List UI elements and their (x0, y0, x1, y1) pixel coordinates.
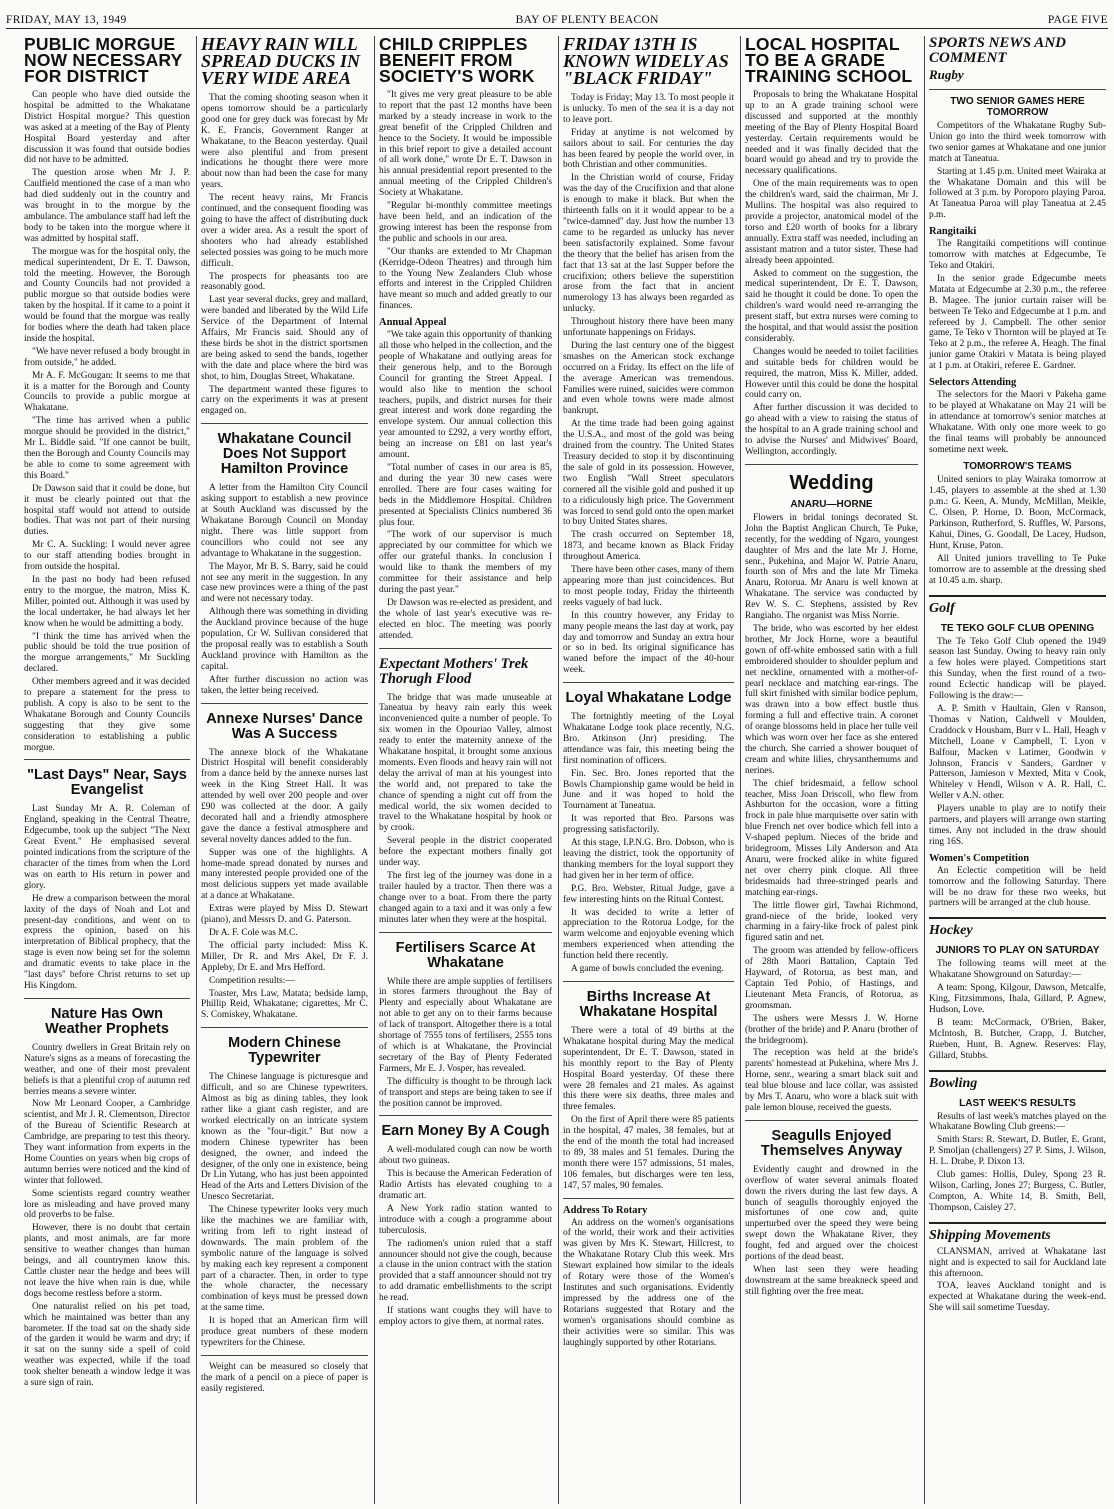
article-paragraph: Can people who have died outside the hospital be admitted to the Whakatane District Hospital morgue? This question was asked at a meeting of the Bay of Plenty Hospital Board yesterday and after discussion it was found that outside bodies did not have to be admitted. (24, 90, 190, 166)
filler-paragraph: Weight can be measured so closely that the mark of a pencil on a piece of paper is easily registered. (201, 1361, 368, 1394)
article-paragraph: One naturalist relied on his pet toad, which he maintained was better than any barometer. If the toad sat on the shady side of the garden it would be warm and dry; if it sat on the sunny side a spell of cold weather was expected, while if the toad took shelter beneath a window ledge it was a sure sign of rain. (24, 1301, 190, 1389)
divider (201, 423, 368, 424)
article-paragraph: It is hoped that an American firm will produce great numbers of these modern typewriters for the Chinese. (201, 1316, 368, 1348)
subheading-annual-appeal: Annual Appeal (379, 317, 447, 329)
headline-te-teko-golf: TE TEKO GOLF CLUB OPENING (940, 622, 1095, 634)
article-paragraph: The Chinese typewriter looks very much like the machines we are familiar with, writing from left to right instead of downwards. The main problem of the symbolic nature of the language is solved by making each key represent a component part of a character. Then, in order to type the whole character, the necessary combination of keys must be pressed down at the same time. (201, 1205, 368, 1314)
article-paragraph: However, there is no doubt that certain plants, and most animals, are far more sensitive to weather changes than human beings, and all countrymen know this. Cattle cluster near the hedge and bees will not leave the hive when rain is due, while dogs become restless before a storm. (24, 1223, 190, 1299)
section-golf: Golf (929, 595, 1106, 617)
headline-nurses-dance: Annexe Nurses' Dance Was A Success (206, 710, 363, 742)
article-paragraph: "Regular bi-monthly committee meetings have been held, and an indication of the growing interest has been the response from the public and schools in our area. (379, 201, 552, 244)
article-paragraph: Competition results:— (209, 975, 295, 986)
subheading-selectors: Selectors Attending (929, 377, 1017, 389)
article-paragraph: A New York radio station wanted to introduce with a cough a programme about tuberculosis. (379, 1203, 552, 1236)
article-paragraph: Country dwellers in Great Britain rely on Nature's signs as a means of forecasting the weather, and one of their most prevalent beliefs is that a plentiful crop of autumn red berries means a severe winter. (24, 1042, 190, 1097)
article-paragraph: An Eclectic competition will be held tomorrow and the following Saturday. There will be no draw for these two weeks, but partners will be arranged at the club house. (929, 865, 1106, 909)
headline-fertilisers: Fertilisers Scarce At Whakatane (395, 939, 536, 971)
section-hockey: Hockey (929, 917, 1106, 939)
article-paragraph: Fin. Sec. Bro. Jones reported that the Bowls Championship game would be held in June and it was hoped to hold the Tournament at Taneatua. (563, 768, 734, 812)
article-paragraph: This is because the American Federation of Radio Artists has elevated coughing to a dramatic art. (379, 1169, 552, 1202)
article-paragraph: "Total number of cases in our area is 85, and during the year 30 new cases were enrolled. There are four cases waiting for beds in the Middlemore Hospital. Children presented at Specialists Clinics numbered 36 plus four. (379, 463, 552, 528)
article-paragraph: Extras were played by Miss D. Stewart (piano), and Messrs D. and G. Paterson. (201, 904, 368, 926)
article-paragraph: It was reported that Bro. Parsons was progressing satisfactorily. (563, 814, 734, 836)
headline-child-cripples: CHILD CRIPPLES BENEFIT FROM SOCIETY'S WORK (379, 36, 535, 86)
article-paragraph: The bride, who was escorted by her eldest brother, Mr Jock Horne, wore a beautiful gown of off-white embossed satin with a full embroidered shoulder to shoulder peplum and net neckline, ornamented with a mother-of-pearl necklace and matching ear-rings. The full skirt finished with similar bodice peplum, was drawn into a bow effect bustle thus forming a full and effective train. A coronet of orange blossoms held in place her tulle veil which was worn over her face as she entered the church. She carried a shower bouquet of cream and white lilies, chrysanthemums and nerines. (745, 623, 918, 776)
subheading-anaru-horne: ANARU—HORNE (790, 498, 873, 510)
article-paragraph: There have been other cases, many of them appearing more than just coincidences. But to most people today, Friday the thirteenth reeks vaguely of bad luck. (563, 565, 734, 608)
column-4 (558, 36, 738, 1504)
section-shipping: Shipping Movements (929, 1222, 1106, 1244)
article-paragraph: The prospects for pheasants too are reasonably good. (201, 271, 368, 293)
headline-hamilton-province: Whakatane Council Does Not Support Hamilton Province (217, 431, 352, 478)
article-paragraph: After further discussion no action was taken, the letter being received. (201, 674, 368, 696)
article-paragraph: Several people in the district cooperated before the expectant mothers finally got under way. (379, 836, 552, 869)
article-paragraph: "I think the time has arrived when the public should be told the true position of the morgue arrangements," Mr Suckling declared. (24, 631, 190, 675)
headline-public-morgue: PUBLIC MORGUE NOW NECESSARY FOR DISTRICT (24, 36, 183, 86)
divider (745, 464, 918, 465)
article-paragraph: Now Mr Leonard Cooper, a Cambridge scientist, and Mr J. R. Clementson, Director of the Bureau of Scientific Research at Cambridge, are preparing to test this theory. They want information from experts in the Home Counties on years when big crops of autumn berries were noticed and the kind of winter that followed. (24, 1099, 190, 1186)
headline-two-senior-games: TWO SENIOR GAMES HERE TOMORROW (950, 96, 1085, 118)
masthead-date: FRIDAY, MAY 13, 1949 (6, 14, 127, 26)
column-3 (374, 36, 556, 1504)
article-paragraph: "It gives me very great pleasure to be able to report that the past 12 months have been marked by a steady increase in work to the great benefit of the Crippled Children and hence to the Society. It would be impossible in this brief report to give a detailed account of all work done," wrote Dr E. T. Dawson in his annual presidential report presented to the annual meeting of the Crippled Children's Society at Whakatane. (379, 90, 552, 199)
subheading-womens-competition: Women's Competition (929, 852, 1030, 864)
article-paragraph: The crash occurred on September 18, 1873, and became known as Black Friday throughout America. (563, 530, 734, 563)
article-paragraph: P.G. Bro. Webster, Ritual Judge, gave a few interesting hints on the Ritual Contest. (563, 883, 734, 905)
headline-births-increase: Births Increase At Whakatane Hospital (579, 988, 718, 1020)
article-paragraph: Friday at anytime is not welcomed by sailors about to sail. For centuries the day has been feared by people the world over, in both Christian and other communities. (563, 127, 734, 171)
article-paragraph: Competitors of the Whakatane Rugby Sub-Union go into the third week tomorrow with two senior games at Whakatane and one junior match at Taneatua. (929, 121, 1106, 164)
divider (201, 703, 368, 704)
subheading-address-to-rotary: Address To Rotary (563, 1204, 648, 1216)
article-paragraph: The following teams will meet at the Whakatane Showground on Saturday:— (929, 959, 1106, 981)
article-paragraph: Flowers in bridal tonings decorated St. John the Baptist Anglican Church, Te Puke, recently, for the wedding of Ngaro, youngest daughter of Mrs and the late Mr J. Horne, senr., Pukehina, and Major W. Patrie Anaru, fourth son of Mrs and the late Mr Timeka Anaru, Rotorua. Mr Anaru is well known at Whakatane. The service was conducted by Rev W. S. C. Stephens, assisted by Rev Rangiaho. The organist was Miss Norrie. (745, 512, 918, 622)
article-paragraph: There were a total of 49 births at the Whakatane hospital during May the medical superintendent, Dr E. T. Dawson, stated in his monthly report to the Bay of Plenty Hospital Board yesterday. Of these there were 28 females and 21 males. As against this there were six deaths, three males and three females. (563, 1025, 734, 1113)
column-6 (924, 36, 1110, 1504)
article-paragraph: The official party included: Miss K. Miller, Dr R. and Mrs Akel, Dr F. J. Appleby, Dr E. and Mrs Hefford. (201, 940, 368, 973)
article-paragraph: The difficulty is thought to be through lack of transport and steps are being taken to see if the position cannot be improved. (379, 1076, 552, 1109)
article-paragraph: Dr Dawson said that it could be done, but it must be clearly pointed out that the hospital staff would not attend to outside bodies. That was not part of their nursing duties. (24, 483, 190, 538)
article-paragraph: That the coming shooting season when it opens tomorrow should be a particularly good one for grey duck was forecast by Mr K. E. Francis, Government Ranger at Whakatane, to the Beacon yesterday. Quail were also plentiful and from present indications he thought there were more about now than had been the case for many years. (201, 93, 368, 191)
divider (24, 998, 190, 999)
headline-seagulls: Seagulls Enjoyed Themselves Anyway (760, 1127, 903, 1159)
article-paragraph: A team: Spong, Kilgour, Dawson, Metcalfe, King, Fitzsimmons, Ihala, Gillard, P. Agnew, Hudson, Love. (929, 983, 1106, 1015)
column-5 (740, 36, 922, 1504)
article-paragraph: The ushers were Messrs J. W. Horne (brother of the bride) and P. Anaru (brother of the bridegroom). (745, 1013, 918, 1046)
article-paragraph: "Our thanks are extended to Mr Chapman (Kerridge-Odeon Theatres) and through him to the Young New Zealanders Club whose efforts and interest in the Crippled Children have meant so much and added greatly to our finances. (379, 246, 552, 312)
article-paragraph: Today is Friday; May 13. To most people it is unlucky. To men of the sea it is a day not to leave port. (563, 93, 734, 125)
headline-local-hospital: LOCAL HOSPITAL TO BE A GRADE TRAINING SCHOOL (745, 36, 913, 86)
headline-heavy-rain-ducks: HEAVY RAIN WILL SPREAD DUCKS IN VERY WIDE AREA (201, 36, 361, 88)
article-paragraph: During the last century one of the biggest smashes on the American stock exchange occurred on a Friday. Its effect on the life of the average American was tremendous. Families were ruined, suicides were common and even whole towns were made almost bankrupt. (563, 340, 734, 417)
column-1 (20, 36, 194, 1504)
section-title-sports: SPORTS NEWS AND COMMENT (929, 36, 1066, 66)
headline-weather-prophets: Nature Has Own Weather Prophets (45, 1005, 169, 1037)
article-paragraph: In the Christian world of course, Friday was the day of the Crucifixion and that alone is enough to make it black. But when the thirteenth falls on it it would appear to be a "twice-damned" day. Just how the number 13 came to be regarded as unlucky has never been satisfactorily explained. Some favour the theory that the belief has arisen from the fact that 13 sat at the last Supper before the crucifixion; others believe the superstition arose from the fact that in ancient numerology 13 has always been regarded as unlucky. (563, 173, 734, 315)
article-paragraph: TOA, leaves Auckland tonight and is expected at Whakatane during the week-end. She will sail sometime Tuesday. (929, 1281, 1106, 1314)
article-paragraph: The Te Teko Golf Club opened the 1949 season last Sunday. Owing to heavy rain only a few holes were played. Competitions start this Sunday, when the first round of a two-round Eclectic handicap will be played. Following is the draw:— (929, 636, 1106, 702)
article-paragraph: In this country however, any Friday to many people means the last day at work, pay day and tomorrow and Sunday an extra hour or so in bed. Its original significance has waned before the impact of the 40-hour week. (563, 610, 734, 676)
headline-loyal-lodge: Loyal Whakatane Lodge (565, 690, 732, 707)
article-paragraph: Last year several ducks, grey and mallard, were banded and liberated by the Wild Life Service of the Department of Internal Affairs, Mr Francis said. Should any of these birds be shot in the district sportsmen are being asked to send the bands, together with the date and place where the bird was shot, to him, Douglas Street, Whakatane. (201, 295, 368, 382)
article-paragraph: The annexe block of the Whakatane District Hospital will benefit considerably from a dance held by the annexe nurses last week in the King Street Hall. It was attended by well over 200 people and over £90 was collected at the door. A gaily decorated hall and a friendly atmosphere gave the dance a festival atmosphere and several novelty dances added to the fun. (201, 747, 368, 845)
article-paragraph: The recent heavy rains, Mr Francis continued, and the consequent flooding was going to have the affect of distributing duck over a wider area. As a result the sport of shooters who had already established selected possies was going to be much more difficult. (201, 193, 368, 269)
article-paragraph: The Chinese language is picturesque and difficult, and so are Chinese typewriters. Almost as big as dining tables, they look rather like a giant cash register, and are worked electrically on an intricate system known as the "four-digit." But now a modern Chinese typewriter has been designed, the owner, and indeed the designer, of the only one in existence, being Dr Lin Yutang, who has just been appointed Head of the Arts and Letters Division of the Unesco Secretariat. (201, 1072, 368, 1203)
divider (563, 682, 734, 683)
article-paragraph: In the senior grade Edgecumbe meets Matata at Edgecumbe at 2.30 p.m., the referee B. Magee. The junior curtain raiser will be between Te Teko and Edgecumbe at 1 p.m. and refereed by J. Campbell. The other senior game, Te Teko v Thornton will be played at Te Teko at 2 p.m., the referee A. Heagh. The final junior game Otakiri v Matata is being played at 1 p.m. at Otakiri, referee E. Gardner. (929, 273, 1106, 372)
article-paragraph: Smith Stars: R. Stewart, D. Butler, E. Grant, P. Smoljan (challengers) 27 P. Sims, J. Wilson, H. L. Drabe, P. Dixon 13. (929, 1135, 1106, 1168)
article-paragraph: The selectors for the Maori v Pakeha game to be played at Whakatane on May 21 will be in attendance at tomorrow's senior matches at Whakatane. With only one more week to go the final teams will probably be announced sometime next week. (929, 390, 1106, 455)
article-paragraph: Toaster, Mrs Law, Matata; bedside lamp, Phillip Reid, Whakatane; cigarettes, Mr C. S. Comiskey, Whakatane. (201, 988, 368, 1021)
article-paragraph: A well-modulated cough can now be worth about two guineas. (379, 1145, 552, 1167)
headline-tomorrows-teams: TOMORROW'S TEAMS (963, 461, 1072, 473)
article-paragraph: The department wanted these figures to carry on the experiments it was at present engaged on. (201, 384, 368, 417)
article-paragraph: Players unable to play are to notify their partners, and players will arrange own starting times. Any not included in the draw should ring 16S. (929, 804, 1106, 847)
divider (24, 759, 190, 760)
article-paragraph: While there are ample supplies of fertilisers in stores farmers throughout the Bay of Plenty and especially about Whakatane are not able to get any on to their farms because of lack of transport. Altogether there is a total shortage of 7555 tons of fertilisers, 2555 tons of which is at Whakatane, the Provincial secretary of the Bay of Plenty Federated Farmers, Mr E. J. Vosper, has revealed. (379, 976, 552, 1074)
article-paragraph: The Mayor, Mr B. S. Barry, said he could not see any merit in the suggestion. In any case new provinces were a thing of the past and were not necessary today. (201, 561, 368, 605)
article-paragraph: He drew a comparison between the moral laxity of the days of Noah and Lot and present-day conditions, and went on to express the opinion, based on his interpretation of Biblical prophecy, that the stage is even now being set for the solemn and dramatic events to take place in the "last days" before Christ returns to set up His Kingdom. (24, 893, 190, 991)
divider (201, 1355, 368, 1356)
article-paragraph: One of the main requirements was to open the children's ward, said the chairman, Mr J. Mullins. The hospital was also required to provide a projector, anatomical model of the torso and £20 worth of books for a library annually. Extra staff was needed, including an assistant matron and a tutor sister. These had already been appointed. (745, 179, 918, 266)
article-paragraph: The question arose when Mr J. P. Caulfield mentioned the case of a man who had died suddenly out in the country and was brought in to the morgue by the ambulance. The ambulance staff had left the body to be taken into the morgue where it was admitted by hospital staff. (24, 168, 190, 244)
column-2 (196, 36, 372, 1504)
article-paragraph: An address on the women's organisations of the world, their work and their activities was given by Mrs K. Stewart, Hillcrest, to the Whakatane Rotary Club this week. Mrs Stewart explained how similar to the ideals of Rotary were those of the Women's Institutes and such organisations. Evidently impressed by the address one of the Rotarians suggested that Rotary and the women's organisations should combine as their activities were so similar. This was laughingly supported by other Rotarians. (563, 1217, 734, 1348)
article-paragraph: "We have never refused a body brought in from outside," he added. (24, 346, 190, 368)
article-paragraph: On the first of April there were 85 patients in the hospital, 47 males, 38 females, but at the end of the month the total had increased to 89, 38 males and 51 females. During the month there were 157 admissions, 51 males, 106 females, but discharges were ten less, 147, 57 males, 90 females. (563, 1115, 734, 1191)
article-paragraph: All United juniors travelling to Te Puke tomorrow are to assemble at the dressing shed at 10.45 a.m. sharp. (929, 553, 1106, 586)
article-paragraph: The little flower girl, Tawhai Richmond, grand-niece of the bride, looked very charming in a fairy-like frock of palest pink figured satin and net. (745, 900, 918, 944)
article-paragraph: "The work of our supervisor is much appreciated by our committee for which we offer our grateful thanks. In conclusion I would like to thank the members of my committee for their assistance and help during the past year." (379, 530, 552, 595)
article-paragraph: Dr Dawson was re-elected as president, and the whole of last year's executive was re-elected en bloc. The meeting was poorly attended. (379, 597, 552, 641)
article-paragraph: The reception was held at the bride's parents' homestead at Pukehina, where Mrs J. Horne, senr., wearing a smart black suit and teal blue blouse and lace collar, was assisted by Mrs T. Anaru, who wore a black suit with pale lemon blouse, received the guests. (745, 1048, 918, 1113)
divider (379, 1115, 552, 1116)
article-paragraph: Supper was one of the highlights. A home-made spread donated by nurses and many interested people provided one of the most delicious suppers yet made available at a dance at Whakatane. (201, 847, 368, 902)
article-paragraph: A. P. Smith v Haultain, Glen v Ranson, Thomas v Nation, Caldwell v Moulden, Craddock v Housham, Burr v L. Hall, Heagh v Mitchell, Loane v Campbell, T. Lyon v Balfour, Macken v Latimer, Goodwin v Johnson, Francis v Sanders, Gardner v Patterson, Jamieson v Mexted, Mita v Cook, Whiteley v Hendl, Wilson v A. R. Hall, C. Weller v A.N. other. (929, 703, 1106, 802)
subheading-rangitaiki: Rangitaiki (929, 226, 977, 238)
article-paragraph: Club games: Hollis, Duley, Spong 23 R. Wilson, Carling, Jones 27; Burgess, C. Butler, Compton, A. White 14, B. Smith, Bell, Thompson, Caisley 27. (929, 1170, 1106, 1213)
masthead-page-number: PAGE FIVE (1047, 14, 1108, 26)
article-paragraph: The morgue was for the hospital only, the medical superintendent, Dr E. T. Dawson, told the meeting. However, the Borough and County Councils had not provided a public morgue so that outside bodies were taken by the hospital. If it came to a point it would be found that the morgue was really for bodies where the death had taken place inside the hospital. (24, 246, 190, 344)
masthead-paper-name: BAY OF PLENTY BEACON (515, 14, 659, 26)
headline-black-friday: FRIDAY 13TH IS KNOWN WIDELY AS "BLACK FRIDAY" (563, 36, 729, 88)
headline-juniors-saturday: JUNIORS TO PLAY ON SATURDAY (935, 945, 1100, 957)
article-paragraph: The bridge that was made unuseable at Taneatua by heavy rain early this week inconvenienced quite a number of people. To six women in the Opouriao Valley, almost ready to enter the maternity annexe of the Whakatane hospital, it brought some anxious moments. Even floods and heavy rain will not delay the arrival of man at his youngest into the world and, not prepared to take the chance of spending a night cut off from the medical world, the six women decided to travel to the Whakatane hospital by hook or by crook. (379, 692, 552, 834)
article-paragraph: The fortnightly meeting of the Loyal Whakatane Lodge took place recently, N.G. Bro. Atkinson (Jnr) presiding. The attendance was fair, this meeting being the first nomination of officers. (563, 712, 734, 766)
divider (379, 932, 552, 933)
section-rugby: Rugby (929, 67, 964, 82)
article-paragraph: When last seen they were heading downstream at the same breakneck speed and still fighting over the free meat. (745, 1265, 918, 1297)
article-paragraph: Throughout history there have been many unfortunate happenings on Fridays. (563, 317, 734, 339)
headline-expectant-mothers: Expectant Mothers' Trek Thorugh Flood (379, 655, 529, 687)
headline-earn-money-cough: Earn Money By A Cough (381, 1123, 550, 1140)
section-bowling: Bowling (929, 1070, 1106, 1092)
article-paragraph: Dr A. F. Cole was M.C. (209, 928, 298, 938)
headline-chinese-typewriter: Modern Chinese Typewriter (228, 1035, 341, 1067)
headline-last-days: "Last Days" Near, Says Evangelist (27, 767, 187, 799)
article-paragraph: If stations want coughs they will have to employ actors to give them, at normal rates. (379, 1306, 552, 1327)
article-paragraph: After further discussion it was decided to go ahead with a view to raising the status of the hospital to an A grade training school and to advise the Nurses' and Midwives' Board, Wellington, accordingly. (745, 403, 918, 457)
article-paragraph: The radiomen's union ruled that a staff announcer should not give the cough, because a clause in the union contract with the station provided that a staff announcer should not try to add dramatic embellishments to the script he read. (379, 1238, 552, 1304)
article-paragraph: "The time has arrived when a public morgue should be provided in the district," Mr L. Biddle said. "If one cannot be built, then the Borough and County Councils may be able to come to some agreement with this Board." (24, 416, 190, 481)
article-paragraph: A game of bowls concluded the evening. (571, 964, 724, 975)
article-paragraph: Asked to comment on the suggestion, the medical superintendent, Dr E. T. Dawson, said he thought it could be done. To open the children's ward would need re-arranging the present staff, but extra nurses were coming to the hospital, and that would assist the position considerably. (745, 268, 918, 344)
article-paragraph: The chief bridesmaid, a fellow school teacher, Miss Joan Driscoll, who flew from Ashburton for the occasion, wore a fitting frock in pale blue marquisette over satin with blue French net over bodice which fell into a V-shaped peplum. Nieces of the bride and bridegroom, Misses Lily Anderson and Ata Anaru, were frocked alike in white figured net over cherry pink cloque. All three bridesmaids had three-stringed pearls and matching ear-rings. (745, 778, 918, 898)
article-paragraph: The Rangitaiki competitions will continue tomorrow with matches at Edgecumbe, Te Teko and Otakiri. (929, 239, 1106, 271)
article-paragraph: Starting at 1.45 p.m. United meet Wairaka at the Whakatane Domain and this will be followed at 3 p.m. by Poroporo playing Paroa. At Taneatua Paroa will play Taneatua at 2.45 p.m. (929, 166, 1106, 221)
divider (379, 648, 552, 649)
article-paragraph: At the time trade had been going against the U.S.A., and most of the gold was being drained from the country. The United States Treasury decided to stop it by discontinuing the sale of gold in its possession. However, two English "Wall Street speculators cornered all the visible gold and pushed it up to a ridiculously high price. The Government was forced to send gold onto the open market to buy United States shares. (563, 419, 734, 528)
article-paragraph: Other members agreed and it was decided to prepare a statement for the press to publish. A copy is also to be sent to the Whakatane Borough and County Councils suggesting that they give some consideration to establishing a public morgue. (24, 677, 190, 753)
article-paragraph: A letter from the Hamilton City Council asking support to establish a new province at South Auckland was discussed by the Whakatane Borough Council on Monday night. There was little support from councillors who could not see any advantage to Whakatane in the suggestion. (201, 483, 368, 559)
divider (745, 1120, 918, 1121)
article-paragraph: Proposals to bring the Whakatane Hospital up to an A grade training school were discussed and supported at the monthly meeting of the Bay of Plenty Hospital Board yesterday. Certain requirements would be needed and it was finally decided that the board would go ahead and try to provide the necessary qualifications. (745, 90, 918, 177)
divider (929, 89, 1106, 90)
article-paragraph: Some scientists regard country weather lore as misleading and have proved many old proverbs to be false. (24, 1188, 190, 1221)
article-paragraph: It was decided to write a letter of appreciation to the Rotorua Lodge, for the warm welcome and enjoyable evening which members experienced when attending the function held there recently. (563, 907, 734, 962)
article-paragraph: The first leg of the journey was done in a trailer hauled by a tractor. Then there was a change over to a boat. From there the party changed again to a taxi and it was only a few minutes later when they were at the hospital. (379, 871, 552, 925)
article-paragraph: Mr A. F. McGougan: It seems to me that it is a matter for the Borough and County Councils to provide a public morgue at Whakatane. (24, 370, 190, 414)
article-paragraph: CLANSMAN, arrived at Whakatane last night and is expected to sail for Auckland late this afternoon. (929, 1246, 1106, 1279)
headline-wedding: Wedding (789, 471, 874, 494)
divider (201, 1027, 368, 1028)
columns (0, 36, 1114, 1506)
article-paragraph: Results of last week's matches played on the Whakatane Bowling Club greens:— (929, 1111, 1106, 1133)
masthead (6, 6, 1108, 29)
article-paragraph: In the past no body had been refused entry to the morgue, the matron, Miss K. Miller, pointed out. Although it was used by the local undertaker, he had always let her know when he would be admitting a body. (24, 574, 190, 629)
article-paragraph: Mr C. A. Suckling: I would never agree to our staff attending bodies brought in from outside the hospital. (24, 540, 190, 573)
article-paragraph: The groom was attended by fellow-officers of 28th Maori Battalion, Captain Ted Hayward, of Rotorua, as best man, and Captain Ted Pohio, of Hastings, and Lieutenant Meta Francis, of Rotorua, as groomsman. (745, 946, 918, 1011)
article-paragraph: Although there was something in dividing the Auckland province because of the huge population, Cr W. Sullivan considered that the proposal really was to establish a South Auckland province with Hamilton as the capital. (201, 607, 368, 672)
article-paragraph: Evidently caught and drowned in the overflow of water several animals floated down the rivers during the last few days. A bunch of seagulls thoroughly enjoyed the misfortunes of one cow and, quite unperturbed over the speed they were being swept down the Whakatane River, they fought, fed and argued over the choicest portions of the dead beast. (745, 1164, 918, 1263)
article-paragraph: "We take again this opportunity of thanking all those who helped in the collection, and the people of Whakatane and outlying areas for their generous help, and to the Borough Council for granting the Street Appeal. I would also like to mention the school teachers, pupils, and district nurses for their great interest and work done regarding the envelope system. Our annual collection this year amounted to £292, a very worthy effort, being an increase on £81 on last year's amount. (379, 330, 552, 461)
article-paragraph: United seniors to play Wairaka tomorrow at 1.45, players to assemble at the shed at 1.30 p.m.: G. Keen, A. Mundy, McMillan, Meikle, C. Olsen, P. Horne, D. Boon, McCormack, Parkinson, Rutherford, S. Ruffles, W. Parsons, Kahui, Dines, G. Goodall, De Lacey, Hudson, Hunt, Kruse, Paton. (929, 475, 1106, 551)
article-paragraph: At this stage, I.P.N.G. Bro. Dobson, who is leaving the district, took the opportunity of thanking members for the loyal support they had given her in her term of office. (563, 838, 734, 881)
article-paragraph: Last Sunday Mr A. R. Coleman of England, speaking in the Central Theatre, Edgecumbe, took up the subject "The Next Great Event." He emphasised several pointed indications from the scripture of the character of the times from when the Lord was on earth to His return in power and glory. (24, 804, 190, 891)
headline-last-weeks-results: LAST WEEK'S RESULTS (959, 1097, 1076, 1109)
divider (563, 981, 734, 982)
divider (563, 1198, 734, 1199)
article-paragraph: B team: McCormack, O'Brien, Baker, McIntosh, B. Butcher, Crapp, J. Butcher, Rueben, Hunt, B. Agnew. Reserves: Flay, Gillard, Stubbs. (929, 1017, 1106, 1061)
article-paragraph: Changes would be needed to toilet facilities and suitable beds for children would be required, the matron, Miss K. Miller, added. However until this could be done the hospital could carry on. (745, 346, 918, 401)
